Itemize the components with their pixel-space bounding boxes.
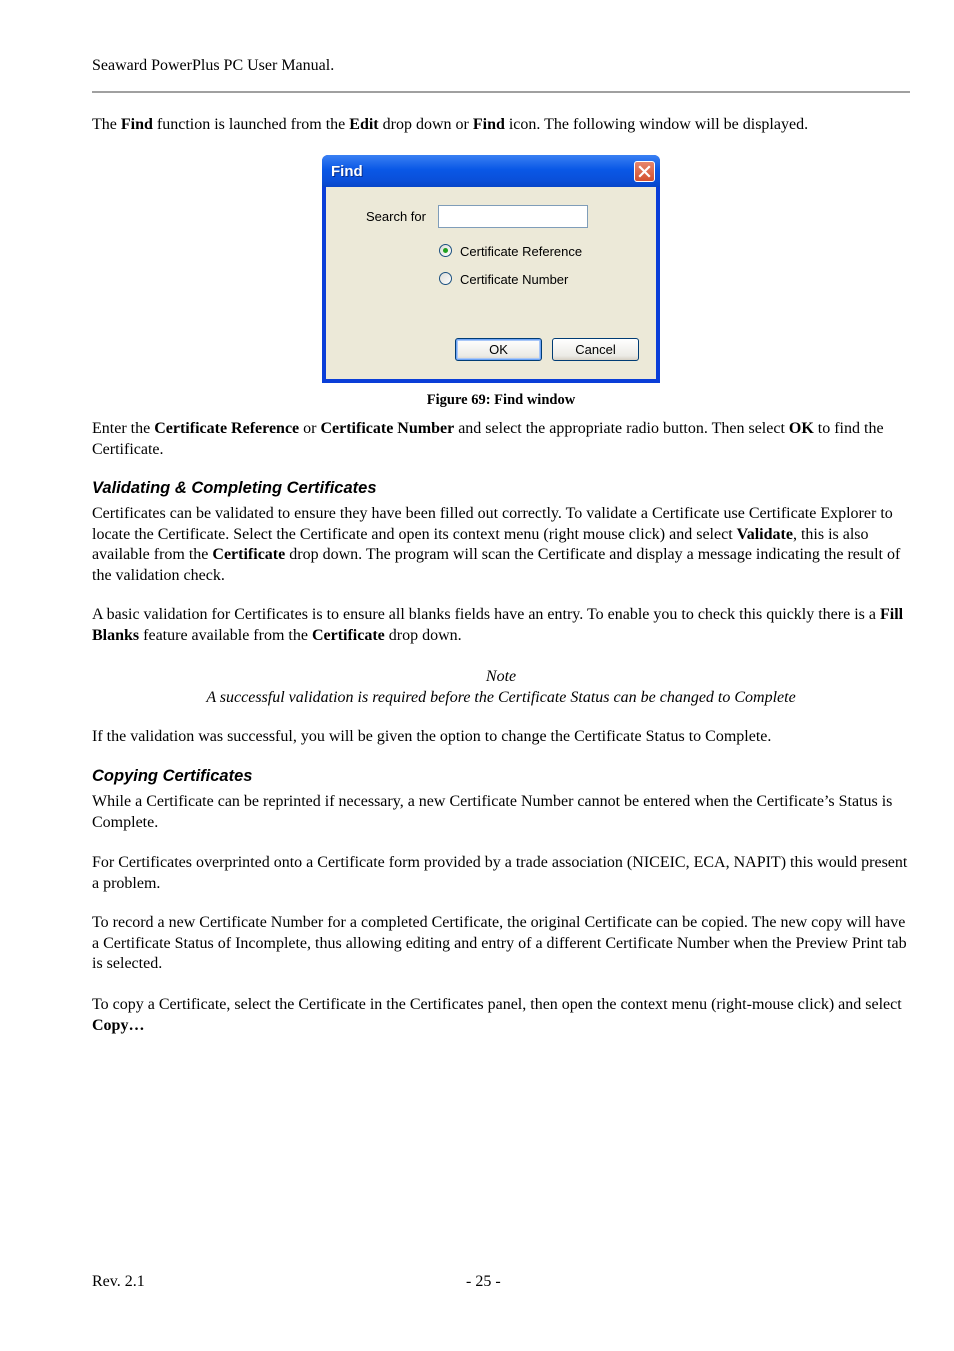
text: Enter the: [92, 420, 155, 437]
validating-paragraph-1: [92, 504, 910, 586]
text: feature available from the: [139, 626, 312, 644]
text: drop down or: [378, 116, 473, 133]
bold-text: Fill Blanks: [92, 606, 904, 644]
close-button[interactable]: [634, 161, 655, 182]
text: The: [92, 116, 121, 133]
dialog-client-area: [326, 187, 656, 379]
text: or: [299, 420, 321, 437]
text: icon. The following window will be displayed.: [504, 116, 809, 133]
radio-label-certificate-reference: Certificate Reference: [460, 244, 583, 259]
radio-certificate-reference[interactable]: [439, 244, 452, 257]
bold-text: Validate: [736, 525, 793, 543]
text: , this is also available from the: [92, 525, 869, 563]
validating-paragraph-3: If the validation was successful, you will be given the option to change the Certificate Status to Complete.: [92, 728, 772, 745]
validating-paragraph-2: [92, 605, 910, 646]
text: To copy a Certificate, select the Certificate in the Certificates panel, then open the context menu (right-mouse click) and select: [92, 996, 902, 1013]
text: drop down. The program will scan the Certificate and display a message indicating the result of the validation check.: [92, 546, 901, 584]
bold-text: Find: [472, 116, 505, 133]
search-for-label: Search for: [366, 209, 426, 224]
bold-text: Find: [120, 116, 153, 133]
radio-certificate-number[interactable]: [439, 272, 452, 285]
note-text: A successful validation is required before the Certificate Status can be changed to Complete: [206, 689, 796, 706]
enter-paragraph: [92, 419, 910, 460]
copying-paragraph-2: For Certificates overprinted onto a Certificate form provided by a trade association (NICEIC, ECA, NAPIT) this would present a problem.: [92, 854, 908, 892]
find-dialog: [322, 155, 660, 383]
radio-label-certificate-number: Certificate Number: [460, 272, 569, 287]
bold-text: OK: [788, 420, 814, 437]
copying-paragraph-4: [92, 995, 910, 1036]
bold-text: Certificate: [212, 546, 286, 563]
text: to find the Certificate.: [92, 420, 884, 458]
footer-page-number: - 25 -: [466, 1273, 501, 1290]
dialog-titlebar: [322, 155, 660, 187]
copying-paragraph-1: While a Certificate can be reprinted if necessary, a new Certificate Number cannot be entered when the Certificate’s Status is Complete.: [92, 793, 893, 831]
section-heading-validating: Validating & Completing Certificates: [92, 479, 377, 497]
bold-text: Certificate Number: [320, 420, 455, 437]
footer-revision: Rev. 2.1: [92, 1273, 145, 1290]
note-title: Note: [485, 668, 517, 685]
text: drop down.: [384, 626, 462, 644]
copying-paragraph-3: To record a new Certificate Number for a completed Certificate, the original Certificate can be copied. The new copy will have a Certificate Status of Incomplete, thus allowing editing and entry of a different Certificate Number when the Preview Print tab is selected.: [92, 914, 907, 972]
page-header: Seaward PowerPlus PC User Manual.: [92, 57, 335, 74]
text: and select the appropriate radio button. Then select: [454, 420, 789, 437]
close-icon: [635, 162, 654, 181]
search-input[interactable]: [438, 205, 588, 228]
radio-selected-dot: [443, 248, 448, 253]
text: Certificates can be validated to ensure they have been filled out correctly. To validate a Certificate use Certificate Explorer to locate the Certificate. Select the Certificate and open its context menu (right mouse click) and select: [92, 505, 893, 543]
text: A basic validation for Certificates is to ensure all blanks fields have an entry. To enable you to check this quickly there is a: [92, 606, 880, 623]
dialog-title: Find: [331, 163, 363, 180]
figure-caption: Figure 69: Find window: [426, 392, 576, 408]
bold-text: Certificate Reference: [154, 420, 300, 437]
text: function is launched from the: [152, 116, 350, 133]
intro-paragraph: [92, 115, 910, 136]
bold-text: Edit: [349, 116, 379, 133]
bold-text: Copy…: [92, 1016, 145, 1034]
header-rule: [92, 91, 910, 93]
ok-button[interactable]: OK: [455, 338, 542, 361]
section-heading-copying: Copying Certificates: [92, 767, 253, 785]
bold-text: Certificate: [311, 626, 385, 644]
cancel-button[interactable]: Cancel: [552, 338, 639, 361]
